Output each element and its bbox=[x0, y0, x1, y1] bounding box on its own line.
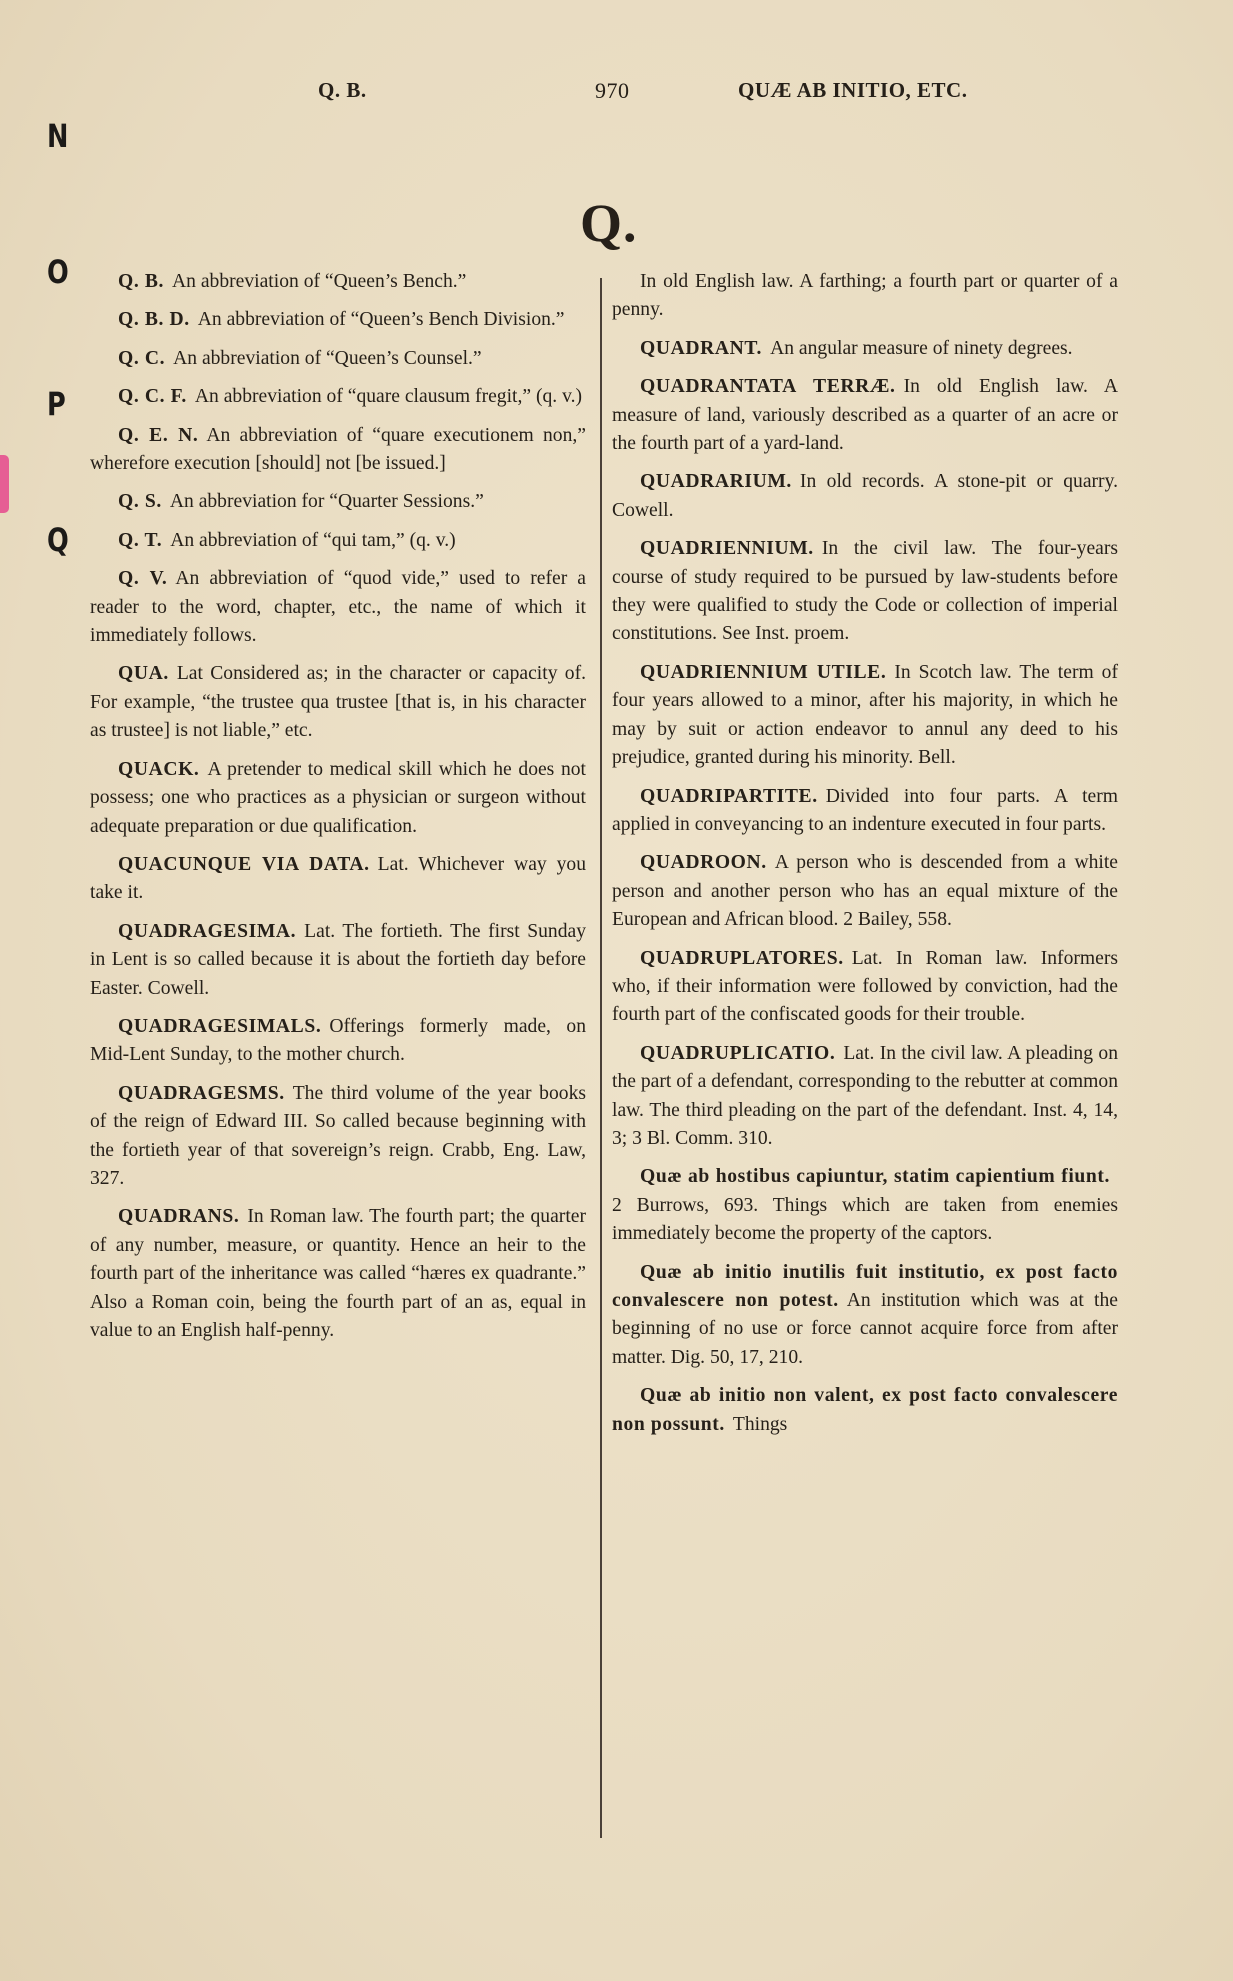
entry-term: Q. E. N. bbox=[118, 424, 199, 446]
running-header bbox=[0, 78, 1233, 108]
entry-definition: An abbreviation of “quare clausum fregit,” (q. v.) bbox=[194, 386, 583, 408]
thumb-index-o: O bbox=[47, 253, 69, 291]
entry-definition: Lat. The fortieth. The first Sunday in Lent is so called because it is about the fortieth day before Easter. Cowell. bbox=[90, 920, 586, 999]
entry-term: Quæ ab initio non valent, ex post facto convalescere non possunt. bbox=[612, 1385, 1118, 1435]
dictionary-entry bbox=[612, 849, 1118, 934]
dictionary-entry bbox=[90, 488, 586, 516]
dictionary-entry bbox=[612, 1259, 1118, 1373]
dictionary-entry bbox=[612, 335, 1118, 363]
header-right-guideword: QUÆ AB INITIO, ETC. bbox=[738, 78, 968, 102]
dictionary-entry bbox=[612, 659, 1118, 773]
dictionary-entry bbox=[90, 1080, 586, 1194]
entry-term: QUADRIPARTITE. bbox=[640, 785, 818, 807]
dictionary-entry bbox=[90, 422, 586, 479]
left-column bbox=[90, 268, 586, 1355]
entry-definition: A person who is descended from a white person and another person who has an equal mixture of the European and African blood. 2 Bailey, 558. bbox=[612, 852, 1118, 931]
entry-term: QUADRARIUM. bbox=[640, 471, 792, 493]
entry-term: QUACUNQUE VIA DATA. bbox=[118, 853, 370, 875]
dictionary-entry bbox=[90, 660, 586, 745]
entry-term: QUADROON. bbox=[640, 852, 767, 874]
dictionary-entry bbox=[90, 383, 586, 411]
entry-term: QUADRANS. bbox=[118, 1206, 240, 1228]
entry-definition: Lat. In the civil law. A pleading on the part of a defendant, corresponding to the rebutter at common law. The third pleading on the part of the defendant. Inst. 4, 14, 3; 3 Bl. Comm. 310. bbox=[612, 1042, 1118, 1149]
dictionary-entry bbox=[612, 1382, 1118, 1439]
section-letter: Q. bbox=[580, 193, 638, 253]
entry-term: Q. B. bbox=[118, 271, 165, 292]
entry-term: QUADRIENNIUM UTILE. bbox=[640, 661, 887, 683]
entry-term: QUADRAGESIMALS. bbox=[118, 1015, 322, 1037]
entry-definition: Offerings formerly made, on Mid-Lent Sunday, to the mother church. bbox=[90, 1015, 586, 1066]
dictionary-entry bbox=[612, 268, 1118, 325]
entry-term: QUADRANT. bbox=[640, 337, 763, 359]
entry-definition: Lat. In Roman law. Informers who, if their information were followed by conviction, had the fourth part of the confiscated goods for their trouble. bbox=[612, 947, 1118, 1026]
entry-term: Quæ ab hostibus capiuntur, statim capientium fiunt. bbox=[640, 1166, 1110, 1188]
entry-definition: In old records. A stone-pit or quarry. Cowell. bbox=[612, 471, 1118, 521]
dictionary-entry bbox=[612, 535, 1118, 649]
dictionary-entry bbox=[90, 345, 586, 373]
entry-definition: The third volume of the year books of the reign of Edward III. So called because beginning with the fortieth year of that sovereign’s reign. Crabb, Eng. Law, 327. bbox=[90, 1082, 586, 1189]
entry-term: QUACK. bbox=[118, 758, 200, 780]
entry-definition: Lat. Whichever way you take it. bbox=[90, 853, 586, 904]
entry-definition: Lat Considered as; in the character or capacity of. For example, “the trustee qua trustee [that is, in his character as trustee] is not liable,” etc. bbox=[90, 663, 586, 742]
thumb-tab-marker bbox=[0, 455, 9, 513]
dictionary-entry bbox=[612, 945, 1118, 1030]
entry-definition: An abbreviation of “Queen’s Bench Division.” bbox=[197, 309, 565, 331]
entry-definition: In old English law. A measure of land, variously described as a quarter of an acre or the fourth part of a yard-land. bbox=[612, 376, 1118, 455]
column-divider bbox=[600, 278, 602, 1838]
thumb-index-q: Q bbox=[47, 521, 69, 559]
dictionary-entry bbox=[612, 468, 1118, 525]
entry-term: Q. S. bbox=[118, 491, 162, 513]
entry-definition: In Scotch law. The term of four years allowed to a minor, after his majority, in which he may by suit or action endeavor to annul any deed to his prejudice, granted during his minority. Bell. bbox=[612, 661, 1118, 769]
dictionary-entry bbox=[90, 565, 586, 650]
entry-definition: 2 Burrows, 693. Things which are taken from enemies immediately become the property of the captors. bbox=[612, 1194, 1118, 1245]
entry-term: Q. C. bbox=[118, 347, 166, 369]
entry-definition: In the civil law. The four-years course of study required to be pursued by law-students before they were qualified to study the Code or collection of imperial constitutions. See Inst. proem. bbox=[612, 538, 1118, 645]
dictionary-entry bbox=[90, 756, 586, 841]
entry-definition: An abbreviation of “quod vide,” used to refer a reader to the word, chapter, etc., the name of which it immediately follows. bbox=[90, 568, 586, 647]
dictionary-entry bbox=[90, 1013, 586, 1070]
entry-definition: An angular measure of ninety degrees. bbox=[770, 337, 1073, 359]
dictionary-entry bbox=[612, 1163, 1118, 1248]
entry-definition: An abbreviation of “Queen’s Bench.” bbox=[172, 271, 467, 292]
dictionary-entry bbox=[90, 268, 586, 296]
entry-term: Quæ ab initio inutilis fuit institutio, ex post facto convalescere non potest. bbox=[612, 1261, 1118, 1311]
entry-term: Q. T. bbox=[118, 529, 163, 551]
entry-definition: An abbreviation for “Quarter Sessions.” bbox=[169, 491, 484, 513]
entry-term: QUA. bbox=[118, 663, 169, 685]
entry-definition: Things bbox=[732, 1413, 788, 1435]
entry-definition: A pretender to medical skill which he does not possess; one who practices as a physician or surgeon without adequate preparation or due qualification. bbox=[90, 758, 586, 837]
entry-term: Q. B. D. bbox=[118, 309, 190, 331]
dictionary-entry bbox=[612, 1040, 1118, 1154]
entry-term: Q. V. bbox=[118, 568, 168, 590]
entry-term: QUADRUPLATORES. bbox=[640, 947, 844, 969]
dictionary-entry bbox=[90, 851, 586, 908]
dictionary-entry bbox=[90, 918, 586, 1003]
entry-definition: In old English law. A farthing; a fourth part or quarter of a penny. bbox=[612, 271, 1118, 321]
dictionary-entry bbox=[612, 783, 1118, 840]
entry-term: QUADRANTATA TERRÆ. bbox=[640, 376, 896, 398]
dictionary-entry bbox=[612, 373, 1118, 458]
dictionary-entry bbox=[90, 306, 586, 334]
dictionary-entry bbox=[90, 527, 586, 555]
entry-term: Q. C. F. bbox=[118, 386, 187, 408]
dictionary-entry bbox=[90, 1203, 586, 1345]
entry-definition: An abbreviation of “qui tam,” (q. v.) bbox=[170, 529, 456, 551]
entry-definition: An institution which was at the beginning of no use or force cannot acquire force from after matter. Dig. 50, 17, 210. bbox=[612, 1290, 1118, 1368]
entry-term: QUADRIENNIUM. bbox=[640, 538, 814, 560]
entry-term: QUADRAGESMS. bbox=[118, 1082, 285, 1104]
entry-term: QUADRUPLICATIO. bbox=[640, 1042, 836, 1064]
right-column bbox=[612, 268, 1118, 1449]
entry-definition: Divided into four parts. A term applied in conveyancing to an indenture executed in four parts. bbox=[612, 785, 1118, 835]
entry-definition: An abbreviation of “quare executionem non,” wherefore execution [should] not [be issued.] bbox=[90, 424, 586, 475]
page-number: 970 bbox=[595, 78, 630, 103]
header-left-guideword: Q. B. bbox=[318, 78, 367, 102]
entry-definition: An abbreviation of “Queen’s Counsel.” bbox=[173, 347, 482, 369]
thumb-index-p: P bbox=[47, 385, 66, 423]
thumb-index-n: N bbox=[47, 117, 69, 155]
entry-term: QUADRAGESIMA. bbox=[118, 920, 297, 942]
entry-definition: In Roman law. The fourth part; the quarter of any number, measure, or quantity. Hence an heir to the fourth part of the inheritance was called “hæres ex quadrante.” Also a Roman coin, being the fourth part of an as, equal in value to an English half-penny. bbox=[90, 1206, 586, 1341]
